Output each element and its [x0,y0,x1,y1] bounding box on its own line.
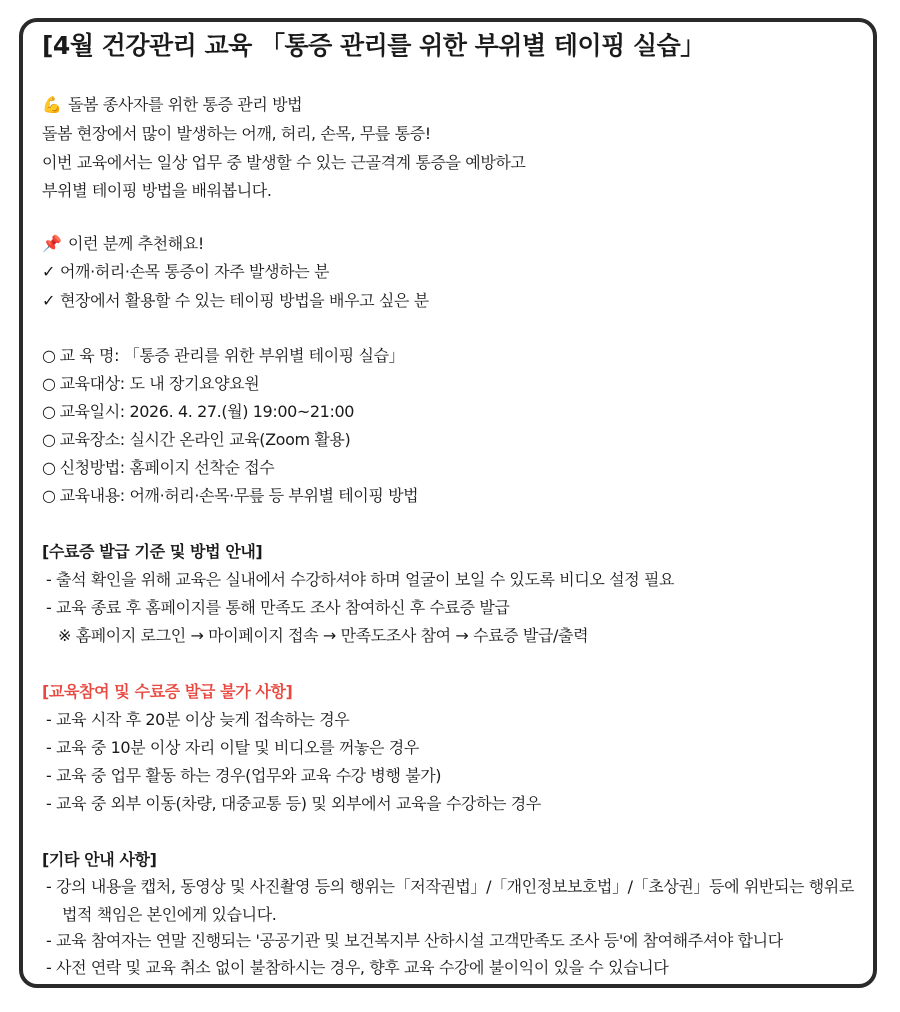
circle-bullet-icon: ○ [42,486,56,505]
intro-heading: 돌봄 종사자를 위한 통증 관리 방법 [68,95,303,114]
intro-line: 돌봄 현장에서 많이 발생하는 어깨, 허리, 손목, 무릎 통증! [42,124,431,143]
recommend-heading: 이런 분께 추천해요! [68,234,204,253]
other-item: - 사전 연락 및 교육 취소 없이 불참하시는 경우, 향후 교육 수강에 불이익이 있을 수 있습니다 [46,958,669,977]
check-icon: ✓ [42,262,56,281]
other-heading: [기타 안내 사항] [42,850,157,869]
circle-bullet-icon: ○ [42,402,56,421]
certificate-heading: [수료증 발급 기준 및 방법 안내] [42,542,263,561]
detail-item: ○ 교 육 명: 「통증 관리를 위한 부위별 테이핑 실습」 [42,346,405,365]
certificate-note: ※ 홈페이지 로그인 → 마이페이지 접속 → 만족도조사 참여 → 수료증 발급/출력 [58,626,589,645]
check-icon: ✓ [42,291,56,310]
recommend-item: ✓ 어깨·허리·손목 통증이 자주 발생하는 분 [42,262,330,281]
detail-item: ○ 교육장소: 실시간 온라인 교육(Zoom 활용) [42,430,351,449]
pushpin-icon: 📌 [42,234,62,253]
circle-bullet-icon: ○ [42,374,56,393]
recommend-heading-row [42,234,204,254]
restriction-item: - 교육 중 외부 이동(차량, 대중교통 등) 및 외부에서 교육을 수강하는 경우 [46,794,541,813]
detail-item: ○ 교육일시: 2026. 4. 27.(월) 19:00~21:00 [42,402,355,421]
intro-heading-row [42,95,302,115]
recommend-item: ✓ 현장에서 활용할 수 있는 테이핑 방법을 배우고 싶은 분 [42,291,429,310]
circle-bullet-icon: ○ [42,430,56,449]
circle-bullet-icon: ○ [42,346,56,365]
other-item: - 강의 내용을 캡처, 동영상 및 사진촬영 등의 행위는「저작권법」/「개인정보보호법」/「초상권」등에 위반되는 행위로 [46,877,854,896]
page-title: [4월 건강관리 교육 「통증 관리를 위한 부위별 테이핑 실습」 [42,31,705,60]
intro-line: 부위별 테이핑 방법을 배워봅니다. [42,181,272,200]
certificate-item: - 교육 종료 후 홈페이지를 통해 만족도 조사 참여하신 후 수료증 발급 [46,598,510,617]
other-item: - 교육 참여자는 연말 진행되는 '공공기관 및 보건복지부 산하시설 고객만족도 조사 등'에 참여해주셔야 합니다 [46,931,783,950]
flexed-biceps-icon: 💪 [42,95,62,114]
certificate-item: - 출석 확인을 위해 교육은 실내에서 수강하셔야 하며 얼굴이 보일 수 있도록 비디오 설정 필요 [46,570,675,589]
other-item-continued: 법적 책임은 본인에게 있습니다. [62,905,277,924]
detail-item: ○ 교육내용: 어깨·허리·손목·무릎 등 부위별 테이핑 방법 [42,486,419,505]
restrictions-heading: [교육참여 및 수료증 발급 불가 사항] [42,682,293,701]
detail-item: ○ 신청방법: 홈페이지 선착순 접수 [42,458,275,477]
restriction-item: - 교육 중 10분 이상 자리 이탈 및 비디오를 꺼놓은 경우 [46,738,419,757]
restriction-item: - 교육 중 업무 활동 하는 경우(업무와 교육 수강 병행 불가) [46,766,442,785]
restriction-item: - 교육 시작 후 20분 이상 늦게 접속하는 경우 [46,710,350,729]
circle-bullet-icon: ○ [42,458,56,477]
detail-item: ○ 교육대상: 도 내 장기요양요원 [42,374,260,393]
intro-line: 이번 교육에서는 일상 업무 중 발생할 수 있는 근골격계 통증을 예방하고 [42,153,526,172]
